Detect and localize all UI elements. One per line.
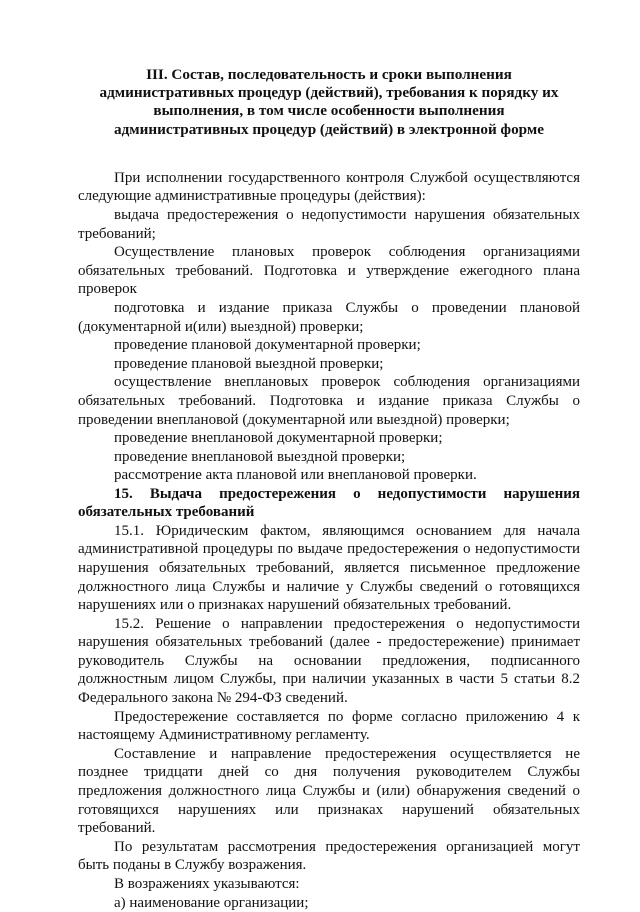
paragraph-procedure-unplanned: осуществление внеплановых проверок соблюдения организациями обязательных требований. Подготовка и издание приказа Службы о проведении внеплановой (документарной или выездной) проверки;	[78, 374, 580, 428]
paragraph-warning-form: Предостережение составляется по форме согласно приложению 4 к настоящему Административному регламенту.	[78, 708, 580, 744]
paragraph-procedure-doc-check: проведение плановой документарной проверки;	[114, 337, 421, 354]
paragraph-procedure-field-check: проведение плановой выездной проверки;	[114, 355, 384, 372]
paragraph-procedure-unplanned-field: проведение внеплановой выездной проверки;	[114, 448, 406, 465]
paragraph-intro: При исполнении государственного контроля Службой осуществляются следующие административные процедуры (действия):	[78, 169, 580, 205]
heading-item-15: 15. Выдача предостережения о недопустимости нарушения обязательных требований	[78, 485, 580, 521]
paragraph-15-1: 15.1. Юридическим фактом, являющимся основанием для начала административной процедуры по выдаче предостережения о недопустимости нарушения обязательных требований, является письменное предложение должностного лица Службы и наличие у Службы сведений о готовящихся нарушениях или о признаках нарушений обязательных требований.	[78, 522, 580, 614]
paragraph-procedure-warning: выдача предостережения о недопустимости нарушения обязательных требований;	[78, 207, 580, 242]
paragraph-warning-deadline: Составление и направление предостережения осуществляется не позднее тридцати дней со дня получения руководителем Службы предложения должностного лица Службы и (или) обнаружения сведений о готовящихся нарушениях или признаках нарушений обязательных требований.	[78, 745, 580, 837]
section-title	[78, 66, 580, 139]
document-page	[78, 66, 580, 912]
paragraph-objections: По результатам рассмотрения предостережения организацией могут быть поданы в Службу возражения.	[78, 838, 580, 874]
section-title-line: административных процедур (действий), требования к порядку их	[99, 84, 559, 102]
paragraph-procedure-order: подготовка и издание приказа Службы о проведении плановой (документарной и(или) выездной) проверки;	[78, 299, 580, 335]
paragraph-procedure-act-review: рассмотрение акта плановой или внеплановой проверки.	[114, 467, 477, 484]
paragraph-objections-item-a: а) наименование организации;	[114, 894, 309, 911]
paragraph-procedure-planned: Осуществление плановых проверок соблюдения организациями обязательных требований. Подготовка и утверждение ежегодного плана проверок	[78, 244, 580, 298]
section-title-line: III. Состав, последовательность и сроки выполнения	[146, 66, 512, 83]
paragraph-objections-contents: В возражениях указываются:	[114, 876, 300, 892]
paragraph-15-2: 15.2. Решение о направлении предостережения о недопустимости нарушения обязательных требований (далее - предостережение) принимает руководитель Службы на основании предложения, подписанного должностным лицом Службы, при наличии указанных в части 5 статьи 8.2 Федерального закона № 294-ФЗ сведений.	[78, 615, 580, 707]
section-title-line: административных процедур (действий) в электронной форме	[114, 120, 544, 138]
paragraph-procedure-unplanned-doc: проведение внеплановой документарной проверки;	[114, 430, 443, 447]
section-title-line: выполнения, в том числе особенности выполнения	[153, 102, 505, 120]
